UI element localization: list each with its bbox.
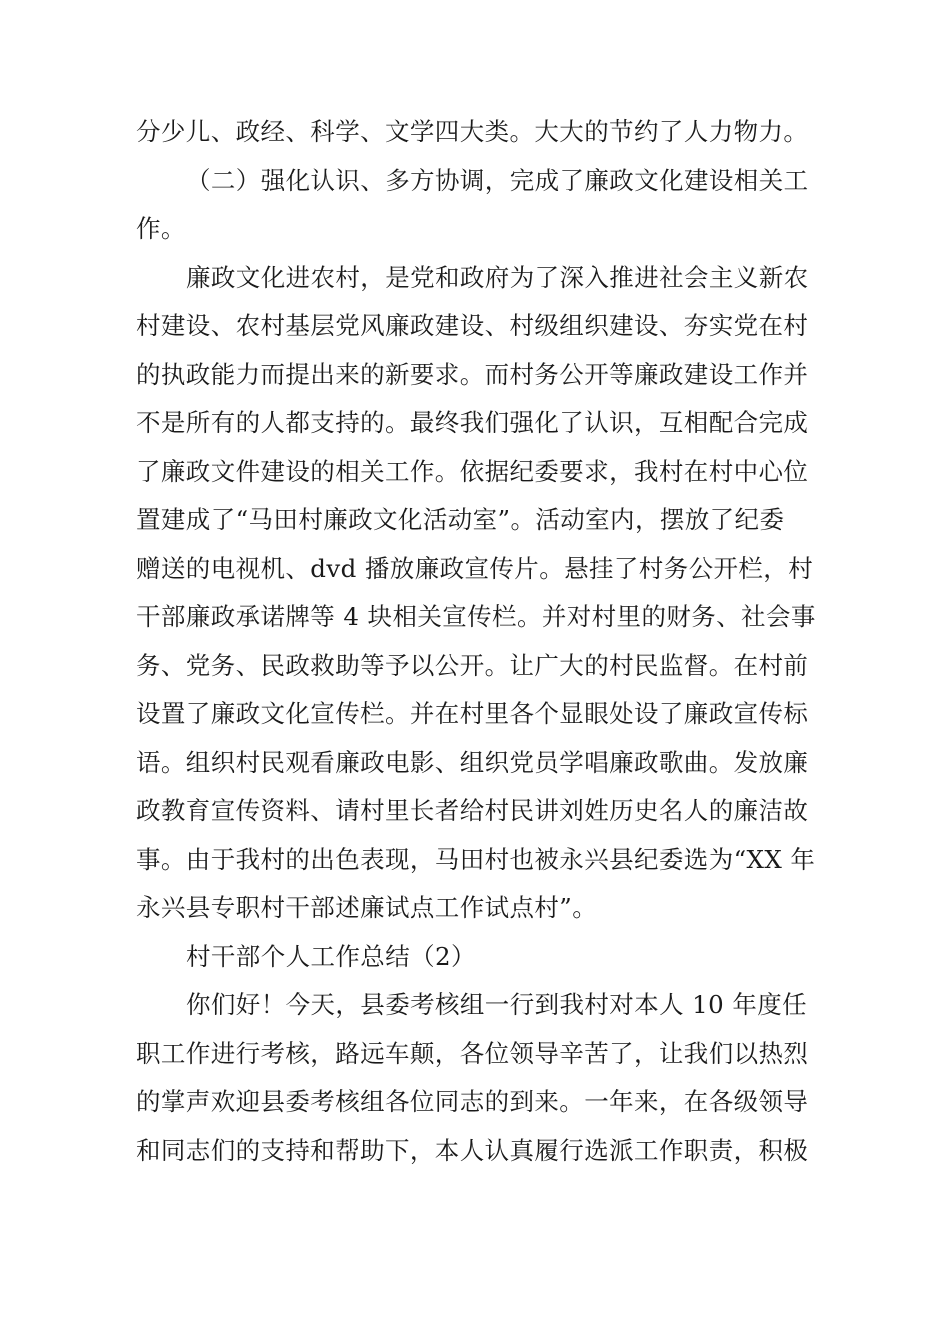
text-line: 分少儿、政经、科学、文学四大类。大大的节约了人力物力。	[136, 117, 809, 146]
text-line: 语。组织村民观看廉政电影、组织党员学唱廉政歌曲。发放廉	[136, 747, 809, 777]
text-line: 廉政文化进农村，是党和政府为了深入推进社会主义新农	[186, 262, 809, 292]
text-line: 作。	[136, 214, 186, 243]
text-line: 永兴县专职村干部述廉试点工作试点村”。	[136, 893, 598, 922]
text-line: 的掌声欢迎县委考核组各位同志的到来。一年来，在各级领导	[136, 1087, 809, 1116]
text-line: 务、党务、民政救助等予以公开。让广大的村民监督。在村前	[136, 650, 809, 680]
text-line: 设置了廉政文化宣传栏。并在村里各个显眼处设了廉政宣传标	[136, 699, 809, 728]
text-line: 置建成了“马田村廉政文化活动室”。活动室内，摆放了纪委	[136, 505, 785, 534]
text-line: 和同志们的支持和帮助下，本人认真履行选派工作职责，积极	[136, 1135, 809, 1165]
text-line: 村建设、农村基层党风廉政建设、村级组织建设、夯实党在村	[136, 311, 809, 340]
text-line: 干部廉政承诺牌等 4 块相关宣传栏。并对村里的财务、社会事	[136, 602, 816, 631]
section-heading: 村干部个人工作总结（2）	[186, 941, 476, 971]
text-line: 了廉政文件建设的相关工作。依据纪委要求，我村在村中心位	[136, 456, 809, 486]
text-line: 的执政能力而提出来的新要求。而村务公开等廉政建设工作并	[136, 359, 809, 389]
text-line: 赠送的电视机、dvd 播放廉政宣传片。悬挂了村务公开栏，村	[136, 553, 814, 583]
text-line: （二）强化认识、多方协调，完成了廉政文化建设相关工	[186, 165, 809, 195]
text-line: 政教育宣传资料、请村里长者给村民讲刘姓历史名人的廉洁故	[136, 796, 809, 825]
text-line: 你们好！今天，县委考核组一行到我村对本人 10 年度任	[186, 990, 808, 1019]
text-line: 事。由于我村的出色表现，马田村也被永兴县纪委选为“XX 年	[136, 844, 816, 874]
document-body	[136, 108, 826, 1175]
text-line: 不是所有的人都支持的。最终我们强化了认识，互相配合完成	[136, 408, 809, 437]
text-line: 职工作进行考核，路远车颠，各位领导辛苦了，让我们以热烈	[136, 1038, 809, 1068]
